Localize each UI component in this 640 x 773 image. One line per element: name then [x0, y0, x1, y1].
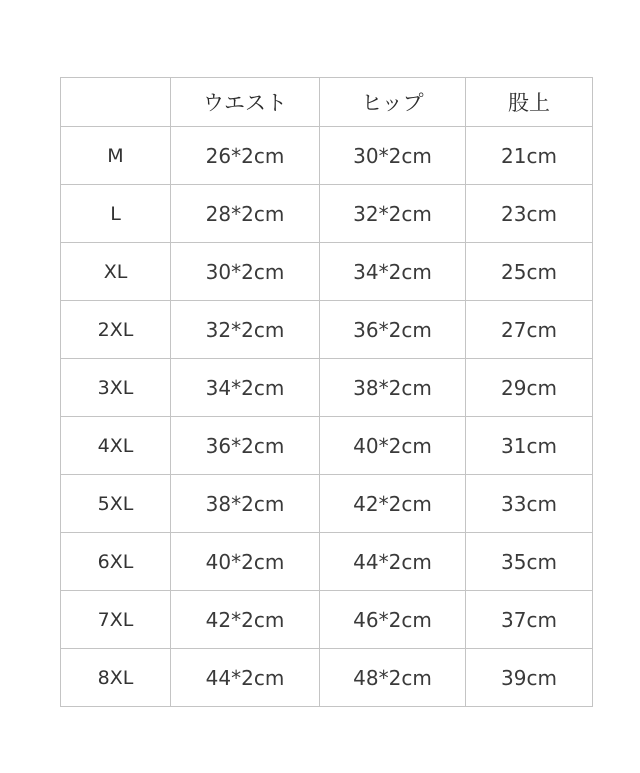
rise-cell: 27cm — [466, 301, 593, 359]
hip-cell: 40*2cm — [320, 417, 466, 475]
size-cell: 7XL — [61, 591, 171, 649]
size-cell: 3XL — [61, 359, 171, 417]
hip-cell: 48*2cm — [320, 649, 466, 707]
size-cell: 2XL — [61, 301, 171, 359]
rise-cell: 25cm — [466, 243, 593, 301]
table-row — [61, 417, 593, 475]
table-row — [61, 243, 593, 301]
hip-cell: 46*2cm — [320, 591, 466, 649]
size-cell: M — [61, 127, 171, 185]
waist-cell: 32*2cm — [171, 301, 320, 359]
table-row — [61, 649, 593, 707]
waist-cell: 42*2cm — [171, 591, 320, 649]
waist-cell: 34*2cm — [171, 359, 320, 417]
rise-cell: 21cm — [466, 127, 593, 185]
hip-cell: 32*2cm — [320, 185, 466, 243]
rise-cell: 29cm — [466, 359, 593, 417]
table-row — [61, 359, 593, 417]
waist-cell: 40*2cm — [171, 533, 320, 591]
table-row — [61, 533, 593, 591]
header-row — [61, 78, 593, 127]
waist-cell: 30*2cm — [171, 243, 320, 301]
size-cell: 6XL — [61, 533, 171, 591]
header-cell-waist: ウエスト — [171, 78, 320, 127]
hip-cell: 34*2cm — [320, 243, 466, 301]
size-cell: 8XL — [61, 649, 171, 707]
hip-cell: 36*2cm — [320, 301, 466, 359]
table-row — [61, 127, 593, 185]
waist-cell: 28*2cm — [171, 185, 320, 243]
table-row — [61, 185, 593, 243]
rise-cell: 23cm — [466, 185, 593, 243]
hip-cell: 44*2cm — [320, 533, 466, 591]
table-row — [61, 591, 593, 649]
hip-cell: 30*2cm — [320, 127, 466, 185]
size-chart-table — [60, 77, 593, 707]
size-cell: L — [61, 185, 171, 243]
size-cell: XL — [61, 243, 171, 301]
table-row — [61, 301, 593, 359]
size-cell: 5XL — [61, 475, 171, 533]
header-cell-size — [61, 78, 171, 127]
waist-cell: 36*2cm — [171, 417, 320, 475]
header-cell-hip: ヒップ — [320, 78, 466, 127]
hip-cell: 38*2cm — [320, 359, 466, 417]
rise-cell: 35cm — [466, 533, 593, 591]
rise-cell: 37cm — [466, 591, 593, 649]
table-row — [61, 475, 593, 533]
rise-cell: 31cm — [466, 417, 593, 475]
waist-cell: 26*2cm — [171, 127, 320, 185]
waist-cell: 38*2cm — [171, 475, 320, 533]
waist-cell: 44*2cm — [171, 649, 320, 707]
hip-cell: 42*2cm — [320, 475, 466, 533]
header-cell-rise: 股上 — [466, 78, 593, 127]
size-cell: 4XL — [61, 417, 171, 475]
rise-cell: 33cm — [466, 475, 593, 533]
rise-cell: 39cm — [466, 649, 593, 707]
